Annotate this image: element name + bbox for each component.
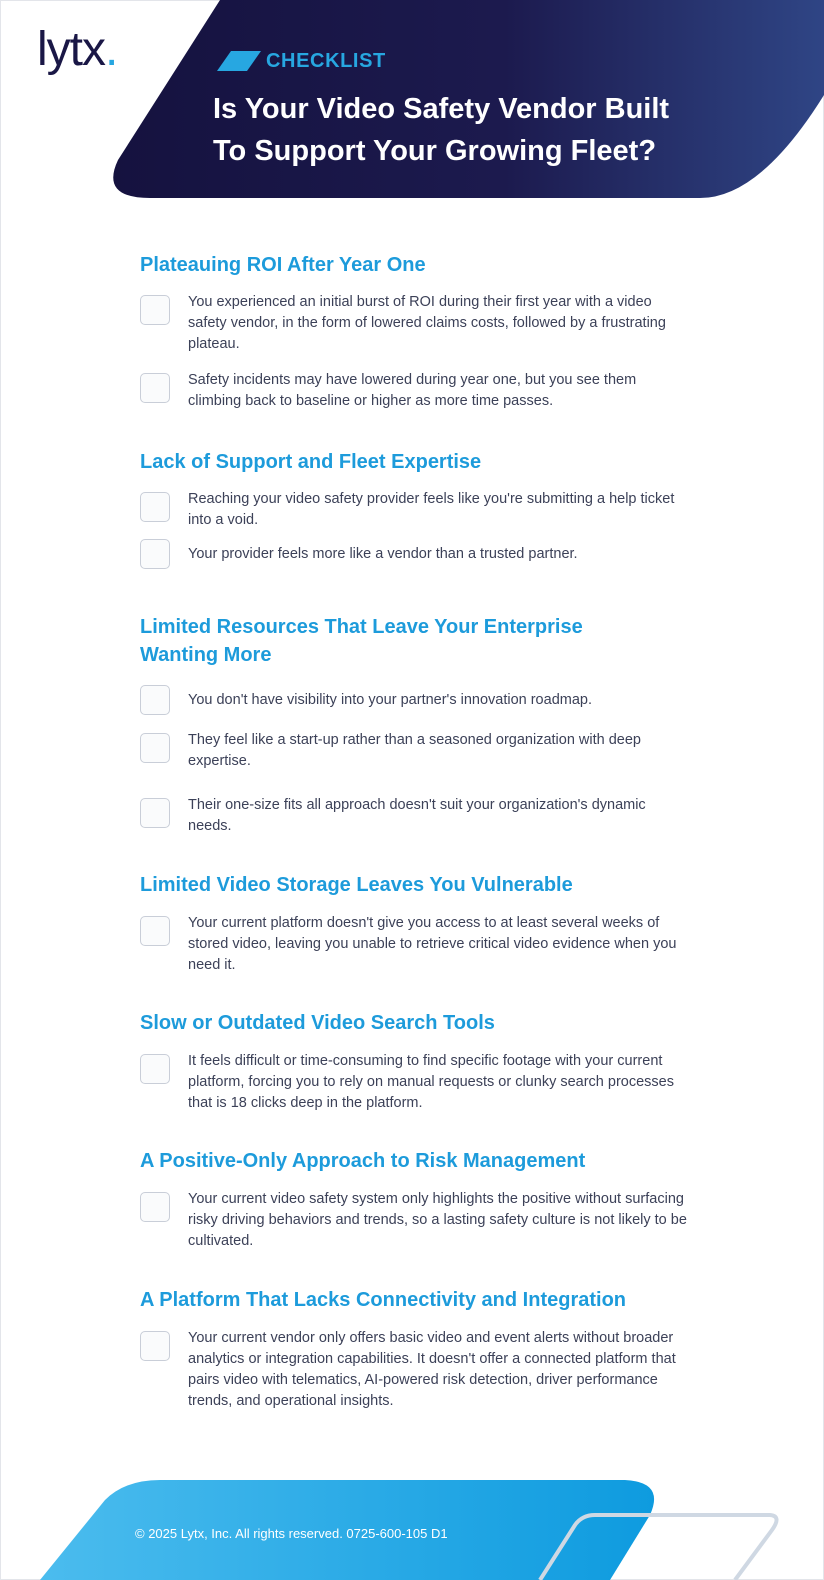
footer-banner — [0, 1470, 824, 1580]
section-slow-search-tools — [140, 1009, 700, 1111]
eyebrow-label: CHECKLIST — [266, 49, 386, 72]
section-heading: A Platform That Lacks Connectivity and Integration — [140, 1289, 626, 1311]
section-heading: Wanting More — [140, 644, 272, 666]
section-positive-only-approach — [140, 1147, 700, 1249]
checkbox[interactable] — [140, 798, 170, 828]
section-heading: Limited Video Storage Leaves You Vulnerable — [140, 874, 573, 896]
checklist-item-text: Your current vendor only offers basic video and event alerts without broader analytics or integration capabilities. It doesn't offer a connected platform that pairs video with telematics, AI-powered risk detection, driver performance trends, and operational insights. — [188, 1330, 676, 1409]
section-limited-video-storage — [140, 871, 700, 973]
footer-copyright: © 2025 Lytx, Inc. All rights reserved. 0725-600-105 D1 — [135, 1526, 448, 1541]
checkbox[interactable] — [140, 916, 170, 946]
section-plateauing-roi — [140, 251, 700, 409]
section-lacks-connectivity — [140, 1286, 700, 1409]
checklist-item-text: Their one-size fits all approach doesn't suit your organization's dynamic needs. — [188, 797, 646, 834]
checkbox[interactable] — [140, 373, 170, 403]
checkbox[interactable] — [140, 295, 170, 325]
section-limited-resources — [140, 613, 700, 834]
checkbox[interactable] — [140, 1054, 170, 1084]
page-title-line: Is Your Video Safety Vendor Built — [213, 93, 670, 125]
checklist-item-text: Reaching your video safety provider feels like you're submitting a help ticket into a void. — [188, 491, 675, 528]
lytx-logo[interactable] — [37, 23, 118, 76]
section-heading: A Positive-Only Approach to Risk Management — [140, 1150, 586, 1172]
section-heading: Slow or Outdated Video Search Tools — [140, 1012, 495, 1034]
checklist-item-text: Safety incidents may have lowered during year one, but you see them climbing back to baseline or higher as more time passes. — [188, 372, 637, 409]
checkbox[interactable] — [140, 1331, 170, 1361]
checklist-item-text: Your current video safety system only highlights the positive without surfacing risky driving behaviors and trends, so a lasting safety culture is not likely to be cultivated. — [188, 1191, 687, 1249]
checklist-item-text: You don't have visibility into your partner's innovation roadmap. — [188, 692, 592, 708]
checkbox[interactable] — [140, 685, 170, 715]
logo-wordmark: lytx — [37, 23, 105, 76]
page-title-line: To Support Your Growing Fleet? — [213, 135, 657, 167]
logo-dot: . — [105, 23, 118, 76]
section-lack-of-support — [140, 448, 700, 562]
checkbox[interactable] — [140, 1192, 170, 1222]
checklist-item-text: It feels difficult or time-consuming to find specific footage with your current platform, forcing you to rely on manual requests or clunky search processes that is 18 clicks deep in the platform. — [188, 1053, 674, 1111]
checkbox[interactable] — [140, 539, 170, 569]
checklist-item-text: You experienced an initial burst of ROI during their first year with a video safety vendor, in the form of lowered claims costs, followed by a frustrating plateau. — [188, 294, 666, 352]
checklist-eyebrow — [218, 49, 386, 73]
section-heading: Plateauing ROI After Year One — [140, 254, 426, 276]
parallelogram-icon — [217, 51, 261, 71]
checkbox[interactable] — [140, 492, 170, 522]
section-heading: Lack of Support and Fleet Expertise — [140, 451, 482, 473]
page-title — [213, 88, 773, 172]
checklist-item-text: Your provider feels more like a vendor than a trusted partner. — [188, 546, 578, 562]
checkbox[interactable] — [140, 733, 170, 763]
checklist-item-text: Your current platform doesn't give you access to at least several weeks of stored video, leaving you unable to retrieve critical video evidence when you need it. — [188, 915, 677, 973]
section-heading: Limited Resources That Leave Your Enterprise — [140, 616, 583, 638]
checklist-item-text: They feel like a start-up rather than a seasoned organization with deep expertise. — [188, 732, 641, 769]
